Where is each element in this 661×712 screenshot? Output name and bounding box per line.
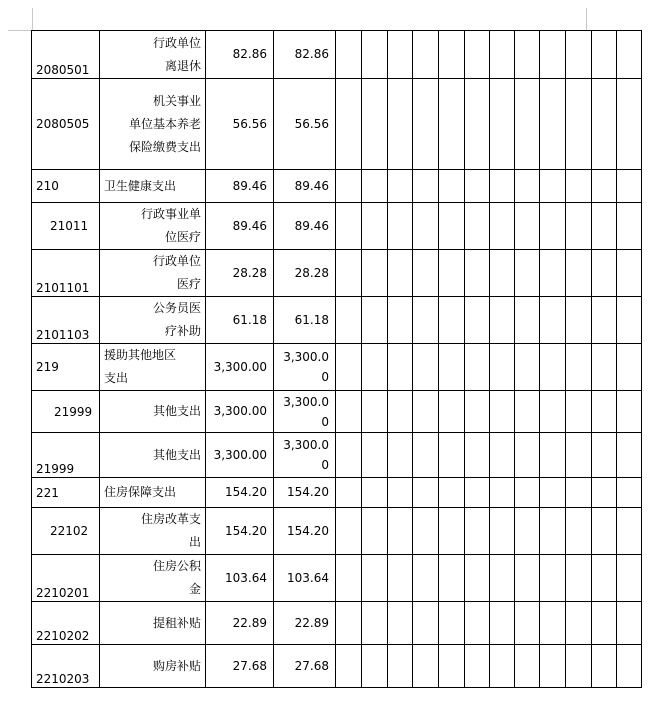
empty-cell [515, 555, 540, 602]
empty-cell [465, 170, 490, 203]
amount-cell [206, 250, 274, 297]
code-cell [32, 250, 100, 297]
amount-cell [206, 297, 274, 344]
empty-cell [362, 508, 388, 555]
empty-cell [465, 391, 490, 433]
empty-cell [362, 344, 388, 391]
empty-cell [617, 250, 642, 297]
empty-cell [515, 250, 540, 297]
empty-cell [336, 203, 362, 250]
subject-name: 行政单位 医疗 [152, 254, 201, 291]
empty-cell [566, 508, 592, 555]
empty-cell [617, 391, 642, 433]
name-cell [100, 508, 206, 555]
empty-cell [336, 602, 362, 645]
subject-code: 2101101 [36, 281, 90, 295]
empty-cell [362, 79, 388, 170]
empty-cell [388, 31, 413, 79]
empty-cell [362, 203, 388, 250]
empty-cell [388, 433, 413, 478]
empty-cell [388, 508, 413, 555]
name-cell [100, 79, 206, 170]
empty-cell [388, 478, 413, 508]
subject-name: 其他支出 [152, 447, 201, 462]
empty-cell [336, 297, 362, 344]
empty-cell [439, 391, 465, 433]
subject-code: 2210201 [36, 586, 90, 600]
empty-cell [388, 170, 413, 203]
empty-cell [566, 555, 592, 602]
amount-value: 154.20 [225, 485, 267, 499]
table-row [32, 170, 642, 203]
empty-cell [362, 250, 388, 297]
empty-cell [592, 31, 617, 79]
amount-cell [274, 645, 336, 688]
empty-cell [540, 645, 566, 688]
empty-cell [490, 391, 515, 433]
subject-name: 公务员医 疗补助 [152, 301, 201, 338]
empty-cell [336, 79, 362, 170]
amount-value: 3,300.00 [213, 359, 267, 374]
empty-cell [388, 391, 413, 433]
empty-cell [465, 555, 490, 602]
empty-cell [490, 31, 515, 79]
code-cell [32, 344, 100, 391]
empty-cell [439, 203, 465, 250]
empty-cell [413, 203, 439, 250]
amount-cell [274, 79, 336, 170]
amount-value: 22.89 [294, 615, 329, 630]
table-row [32, 344, 642, 391]
subject-code: 2210202 [36, 629, 90, 643]
amount-cell [274, 391, 336, 433]
empty-cell [413, 31, 439, 79]
empty-cell [439, 478, 465, 508]
empty-cell [617, 344, 642, 391]
empty-cell [465, 508, 490, 555]
empty-cell [336, 645, 362, 688]
empty-cell [515, 203, 540, 250]
empty-cell [617, 645, 642, 688]
empty-cell [617, 297, 642, 344]
empty-cell [540, 31, 566, 79]
amount-value: 89.46 [294, 178, 329, 193]
amount-value: 56.56 [232, 116, 267, 131]
empty-cell [592, 344, 617, 391]
empty-cell [413, 555, 439, 602]
amount-value: 3,300.0 0 [283, 394, 329, 429]
amount-value: 3,300.0 0 [283, 438, 329, 472]
empty-cell [388, 79, 413, 170]
amount-value: 154.20 [287, 485, 329, 499]
empty-cell [413, 478, 439, 508]
table-row [32, 508, 642, 555]
empty-cell [515, 391, 540, 433]
code-cell [32, 391, 100, 433]
subject-code: 221 [36, 485, 59, 500]
amount-value: 154.20 [225, 523, 267, 538]
empty-cell [540, 602, 566, 645]
name-cell [100, 203, 206, 250]
table-row [32, 433, 642, 478]
amount-cell [274, 297, 336, 344]
code-cell [32, 645, 100, 688]
empty-cell [388, 602, 413, 645]
table-row [32, 203, 642, 250]
empty-cell [592, 508, 617, 555]
empty-cell [439, 433, 465, 478]
amount-value: 89.46 [294, 218, 329, 233]
subject-code: 2080505 [36, 117, 90, 131]
subject-code: 21999 [36, 462, 75, 476]
subject-code: 219 [36, 360, 59, 374]
margin-mark-top-left-vertical [32, 8, 33, 30]
empty-cell [439, 508, 465, 555]
empty-cell [617, 602, 642, 645]
empty-cell [465, 478, 490, 508]
empty-cell [566, 79, 592, 170]
name-cell [100, 250, 206, 297]
empty-cell [617, 508, 642, 555]
amount-cell [274, 433, 336, 478]
empty-cell [566, 170, 592, 203]
code-cell [32, 79, 100, 170]
empty-cell [413, 79, 439, 170]
code-cell [32, 508, 100, 555]
subject-name: 购房补贴 [152, 658, 201, 673]
empty-cell [515, 31, 540, 79]
empty-cell [592, 478, 617, 508]
empty-cell [617, 79, 642, 170]
empty-cell [388, 297, 413, 344]
empty-cell [515, 478, 540, 508]
subject-code: 2080501 [36, 63, 90, 77]
empty-cell [413, 645, 439, 688]
empty-cell [540, 344, 566, 391]
empty-cell [592, 433, 617, 478]
empty-cell [540, 391, 566, 433]
empty-cell [413, 297, 439, 344]
subject-code: 22102 [50, 524, 89, 538]
amount-cell [206, 31, 274, 79]
empty-cell [617, 170, 642, 203]
amount-cell [206, 478, 274, 508]
empty-cell [465, 297, 490, 344]
empty-cell [490, 433, 515, 478]
amount-value: 27.68 [232, 658, 267, 673]
amount-cell [206, 170, 274, 203]
budget-expenditure-table [31, 30, 642, 688]
subject-code: 21011 [50, 219, 89, 233]
empty-cell [566, 250, 592, 297]
amount-value: 22.89 [232, 615, 267, 630]
empty-cell [540, 478, 566, 508]
empty-cell [465, 645, 490, 688]
empty-cell [515, 79, 540, 170]
empty-cell [465, 203, 490, 250]
empty-cell [413, 170, 439, 203]
amount-value: 27.68 [294, 658, 329, 673]
name-cell [100, 31, 206, 79]
code-cell [32, 555, 100, 602]
amount-cell [274, 203, 336, 250]
empty-cell [515, 602, 540, 645]
empty-cell [336, 508, 362, 555]
amount-cell [206, 508, 274, 555]
empty-cell [540, 555, 566, 602]
amount-value: 61.18 [232, 312, 267, 327]
empty-cell [362, 478, 388, 508]
amount-cell [274, 170, 336, 203]
empty-cell [515, 344, 540, 391]
empty-cell [490, 555, 515, 602]
empty-cell [592, 250, 617, 297]
amount-cell [206, 391, 274, 433]
empty-cell [592, 555, 617, 602]
empty-cell [439, 297, 465, 344]
amount-value: 82.86 [232, 47, 267, 61]
code-cell [32, 203, 100, 250]
table-row [32, 478, 642, 508]
table-row [32, 79, 642, 170]
amount-value: 103.64 [225, 570, 267, 585]
amount-value: 61.18 [294, 312, 329, 327]
amount-cell [274, 344, 336, 391]
empty-cell [490, 508, 515, 555]
name-cell [100, 478, 206, 508]
table-row [32, 602, 642, 645]
subject-name: 住房保障支出 [104, 485, 177, 499]
subject-name: 住房公积 金 [152, 559, 201, 596]
empty-cell [566, 31, 592, 79]
code-cell [32, 170, 100, 203]
empty-cell [465, 31, 490, 79]
empty-cell [566, 433, 592, 478]
empty-cell [336, 433, 362, 478]
amount-cell [274, 250, 336, 297]
empty-cell [465, 79, 490, 170]
empty-cell [388, 203, 413, 250]
empty-cell [617, 203, 642, 250]
empty-cell [336, 344, 362, 391]
empty-cell [490, 645, 515, 688]
name-cell [100, 645, 206, 688]
empty-cell [540, 250, 566, 297]
empty-cell [413, 433, 439, 478]
empty-cell [439, 170, 465, 203]
empty-cell [540, 297, 566, 344]
empty-cell [592, 297, 617, 344]
empty-cell [566, 391, 592, 433]
amount-cell [206, 602, 274, 645]
empty-cell [490, 297, 515, 344]
table-row [32, 31, 642, 79]
margin-mark-top-left [8, 30, 32, 31]
amount-cell [274, 555, 336, 602]
empty-cell [490, 478, 515, 508]
empty-cell [617, 433, 642, 478]
empty-cell [362, 391, 388, 433]
empty-cell [515, 508, 540, 555]
empty-cell [465, 250, 490, 297]
margin-mark-top-right-vertical [586, 8, 587, 30]
code-cell [32, 602, 100, 645]
empty-cell [362, 170, 388, 203]
empty-cell [439, 602, 465, 645]
subject-name: 提租补贴 [152, 615, 201, 630]
empty-cell [540, 203, 566, 250]
amount-cell [274, 478, 336, 508]
subject-name: 行政事业单 位医疗 [140, 207, 201, 244]
empty-cell [413, 508, 439, 555]
subject-name: 行政单位 离退休 [152, 35, 201, 73]
amount-cell [274, 31, 336, 79]
empty-cell [592, 391, 617, 433]
empty-cell [388, 344, 413, 391]
empty-cell [592, 203, 617, 250]
amount-cell [206, 555, 274, 602]
subject-code: 21999 [54, 404, 93, 419]
empty-cell [566, 478, 592, 508]
empty-cell [336, 170, 362, 203]
code-cell [32, 478, 100, 508]
table-row [32, 645, 642, 688]
empty-cell [439, 250, 465, 297]
empty-cell [515, 433, 540, 478]
empty-cell [439, 555, 465, 602]
empty-cell [515, 170, 540, 203]
subject-name: 其他支出 [152, 404, 201, 418]
name-cell [100, 433, 206, 478]
amount-value: 3,300.00 [213, 404, 267, 418]
empty-cell [540, 433, 566, 478]
amount-cell [206, 344, 274, 391]
empty-cell [592, 79, 617, 170]
empty-cell [566, 645, 592, 688]
empty-cell [540, 508, 566, 555]
empty-cell [388, 555, 413, 602]
table-row [32, 297, 642, 344]
code-cell [32, 297, 100, 344]
subject-name: 住房改革支 出 [140, 512, 201, 549]
empty-cell [362, 645, 388, 688]
empty-cell [490, 79, 515, 170]
code-cell [32, 433, 100, 478]
amount-value: 82.86 [294, 47, 329, 61]
empty-cell [566, 297, 592, 344]
amount-cell [274, 508, 336, 555]
empty-cell [540, 79, 566, 170]
name-cell [100, 391, 206, 433]
empty-cell [465, 344, 490, 391]
amount-cell [206, 79, 274, 170]
table-row [32, 555, 642, 602]
empty-cell [362, 433, 388, 478]
name-cell [100, 602, 206, 645]
empty-cell [515, 645, 540, 688]
empty-cell [439, 645, 465, 688]
amount-value: 3,300.0 0 [283, 350, 329, 384]
subject-code: 2101103 [36, 328, 90, 342]
empty-cell [566, 602, 592, 645]
empty-cell [617, 31, 642, 79]
empty-cell [617, 555, 642, 602]
empty-cell [490, 203, 515, 250]
empty-cell [413, 391, 439, 433]
empty-cell [439, 31, 465, 79]
empty-cell [388, 645, 413, 688]
amount-cell [274, 602, 336, 645]
amount-value: 89.46 [232, 218, 267, 233]
empty-cell [515, 297, 540, 344]
empty-cell [540, 170, 566, 203]
empty-cell [336, 250, 362, 297]
empty-cell [592, 170, 617, 203]
name-cell [100, 555, 206, 602]
empty-cell [617, 478, 642, 508]
empty-cell [592, 645, 617, 688]
empty-cell [336, 555, 362, 602]
table-row [32, 250, 642, 297]
amount-cell [206, 645, 274, 688]
empty-cell [465, 602, 490, 645]
subject-name: 援助其他地区 支出 [104, 348, 177, 385]
table-row [32, 391, 642, 433]
name-cell [100, 170, 206, 203]
amount-value: 28.28 [232, 265, 267, 280]
amount-value: 3,300.00 [213, 447, 267, 462]
empty-cell [490, 344, 515, 391]
empty-cell [490, 250, 515, 297]
amount-value: 28.28 [294, 265, 329, 280]
empty-cell [439, 344, 465, 391]
empty-cell [566, 203, 592, 250]
amount-cell [206, 433, 274, 478]
empty-cell [362, 31, 388, 79]
empty-cell [362, 602, 388, 645]
empty-cell [362, 555, 388, 602]
amount-value: 89.46 [232, 178, 267, 193]
empty-cell [413, 344, 439, 391]
empty-cell [413, 602, 439, 645]
empty-cell [362, 297, 388, 344]
empty-cell [490, 170, 515, 203]
amount-value: 103.64 [287, 570, 329, 585]
empty-cell [413, 250, 439, 297]
empty-cell [336, 391, 362, 433]
empty-cell [490, 602, 515, 645]
subject-code: 210 [36, 179, 59, 193]
amount-value: 56.56 [294, 116, 329, 131]
empty-cell [592, 602, 617, 645]
subject-code: 2210203 [36, 672, 90, 686]
empty-cell [566, 344, 592, 391]
amount-value: 154.20 [287, 523, 329, 538]
name-cell [100, 297, 206, 344]
amount-cell [206, 203, 274, 250]
empty-cell [388, 250, 413, 297]
code-cell [32, 31, 100, 79]
subject-name: 卫生健康支出 [104, 178, 177, 193]
empty-cell [439, 79, 465, 170]
subject-name: 机关事业 单位基本养老 保险缴费支出 [128, 93, 201, 154]
empty-cell [465, 433, 490, 478]
empty-cell [336, 31, 362, 79]
empty-cell [336, 478, 362, 508]
name-cell [100, 344, 206, 391]
